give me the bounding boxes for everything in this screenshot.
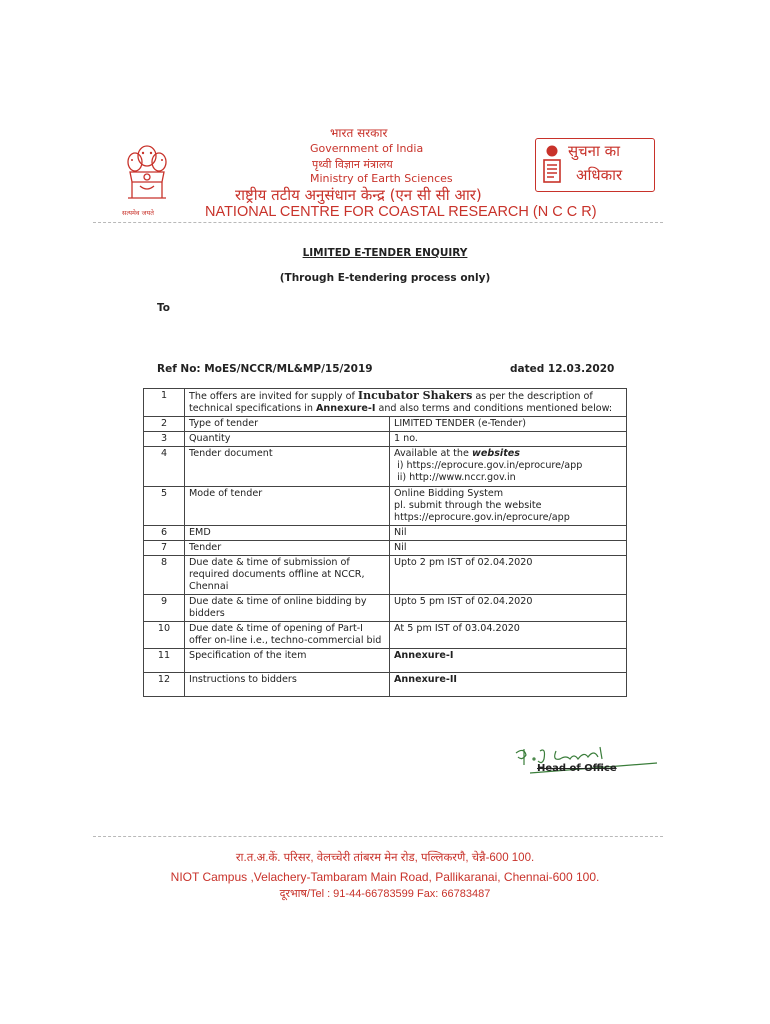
table-row	[144, 432, 627, 447]
reference-number: Ref No: MoES/NCCR/ML&MP/15/2019	[157, 363, 373, 375]
row-description: Mode of tender	[185, 487, 390, 526]
row-number: 5	[144, 487, 185, 526]
emblem-caption: सत्यमेव जयते	[122, 209, 154, 217]
row-number: 10	[144, 622, 185, 649]
footer-divider	[93, 836, 663, 837]
rti-document-icon	[541, 143, 563, 187]
eprocure-link[interactable]: i) https://eprocure.gov.in/eprocure/app	[397, 460, 583, 471]
eprocure-link[interactable]: https://eprocure.gov.in/eprocure/app	[394, 512, 570, 523]
table-row	[144, 417, 627, 432]
header-hindi-ministry: पृथ्वी विज्ञान मंत्रालय	[312, 158, 393, 171]
rti-line-1: सुचना का	[568, 142, 621, 160]
desc-line: Due date & time of submission of	[189, 557, 350, 568]
desc-line: bidders	[189, 608, 225, 619]
row-description: Type of tender	[185, 417, 390, 432]
row-description: Tender document	[185, 447, 390, 487]
row-number: 8	[144, 556, 185, 595]
table-row	[144, 487, 627, 526]
row-description	[185, 556, 390, 595]
row-number: 6	[144, 526, 185, 541]
tender-intro-cell	[185, 389, 627, 417]
row-value	[390, 447, 627, 487]
table-row	[144, 673, 627, 697]
footer-hindi-address: रा.त.अ.कें. परिसर, वेलच्चेरी तांबरम मेन रोड, पल्लिकरणै, चेन्नै-600 100.	[235, 852, 535, 864]
row-number: 3	[144, 432, 185, 447]
table-row	[144, 447, 627, 487]
row-description	[185, 595, 390, 622]
addressee-label: To	[157, 302, 170, 314]
intro-text-a: The offers are invited for supply of	[189, 391, 358, 402]
row-number: 9	[144, 595, 185, 622]
row-value: 1 no.	[390, 432, 627, 447]
header-hindi-government: भारत सरकार	[330, 126, 388, 140]
right-to-information-logo	[535, 138, 655, 192]
row-value: Upto 2 pm IST of 02.04.2020	[390, 556, 627, 595]
row-value	[390, 487, 627, 526]
intro-text-b: as per the description of technical specifications in	[189, 391, 593, 414]
row-value: At 5 pm IST of 03.04.2020	[390, 622, 627, 649]
table-row	[144, 556, 627, 595]
table-row	[144, 389, 627, 417]
row-value: Annexure-II	[390, 673, 627, 697]
row-number: 2	[144, 417, 185, 432]
value-text: Online Bidding System	[394, 488, 504, 499]
desc-line: Chennai	[189, 581, 229, 592]
document-date: dated 12.03.2020	[510, 363, 615, 375]
value-emphasis: websites	[471, 448, 521, 459]
rti-line-2: अधिकार	[576, 166, 623, 184]
intro-annexure: Annexure-I	[315, 403, 376, 414]
row-description: Specification of the item	[185, 649, 390, 673]
document-subtitle: (Through E-tendering process only)	[279, 272, 491, 284]
row-description: Instructions to bidders	[185, 673, 390, 697]
row-value: Upto 5 pm IST of 02.04.2020	[390, 595, 627, 622]
nccr-link[interactable]: ii) http://www.nccr.gov.in	[397, 472, 516, 483]
table-row	[144, 526, 627, 541]
row-description	[185, 622, 390, 649]
value-text: Available at the	[394, 448, 472, 459]
row-number: 1	[144, 389, 185, 417]
row-value: Nil	[390, 526, 627, 541]
tender-details-table	[143, 388, 627, 697]
desc-line: Due date & time of online bidding by	[189, 596, 367, 607]
row-number: 11	[144, 649, 185, 673]
row-value: Nil	[390, 541, 627, 556]
document-title: LIMITED E-TENDER ENQUIRY	[302, 247, 468, 259]
table-row	[144, 622, 627, 649]
row-number: 7	[144, 541, 185, 556]
desc-line: Due date & time of opening of Part-I	[189, 623, 364, 634]
intro-text-c: and also terms and conditions mentioned below:	[375, 403, 613, 414]
table-row	[144, 541, 627, 556]
header-divider	[93, 222, 663, 223]
national-emblem-icon	[122, 138, 172, 208]
row-value: LIMITED TENDER (e-Tender)	[390, 417, 627, 432]
row-number: 4	[144, 447, 185, 487]
item-name: Incubator Shakers	[357, 389, 473, 402]
footer-address: NIOT Campus ,Velachery-Tambaram Main Road, Pallikaranai, Chennai-600 100.	[170, 870, 600, 884]
row-number: 12	[144, 673, 185, 697]
table-row	[144, 649, 627, 673]
row-description: Quantity	[185, 432, 390, 447]
desc-line: offer on-line i.e., techno-commercial bid	[189, 635, 382, 646]
header-ministry-of-earth-sciences: Ministry of Earth Sciences	[310, 172, 453, 185]
header-hindi-centre-name: राष्ट्रीय तटीय अनुसंधान केन्द्र (एन सी सी आर)	[235, 186, 482, 204]
value-text: pl. submit through the website	[394, 500, 542, 511]
header-centre-name: NATIONAL CENTRE FOR COASTAL RESEARCH (N C C R)	[205, 204, 597, 220]
signatory-title: Head of Office	[537, 763, 617, 774]
row-description: Tender	[185, 541, 390, 556]
table-row	[144, 595, 627, 622]
row-description: EMD	[185, 526, 390, 541]
desc-line: required documents offline at NCCR,	[189, 569, 365, 580]
row-value: Annexure-I	[390, 649, 627, 673]
header-government-of-india: Government of India	[310, 142, 424, 155]
footer-phone-fax: दूरभाष/Tel : 91-44-66783599 Fax: 66783487	[279, 888, 491, 900]
